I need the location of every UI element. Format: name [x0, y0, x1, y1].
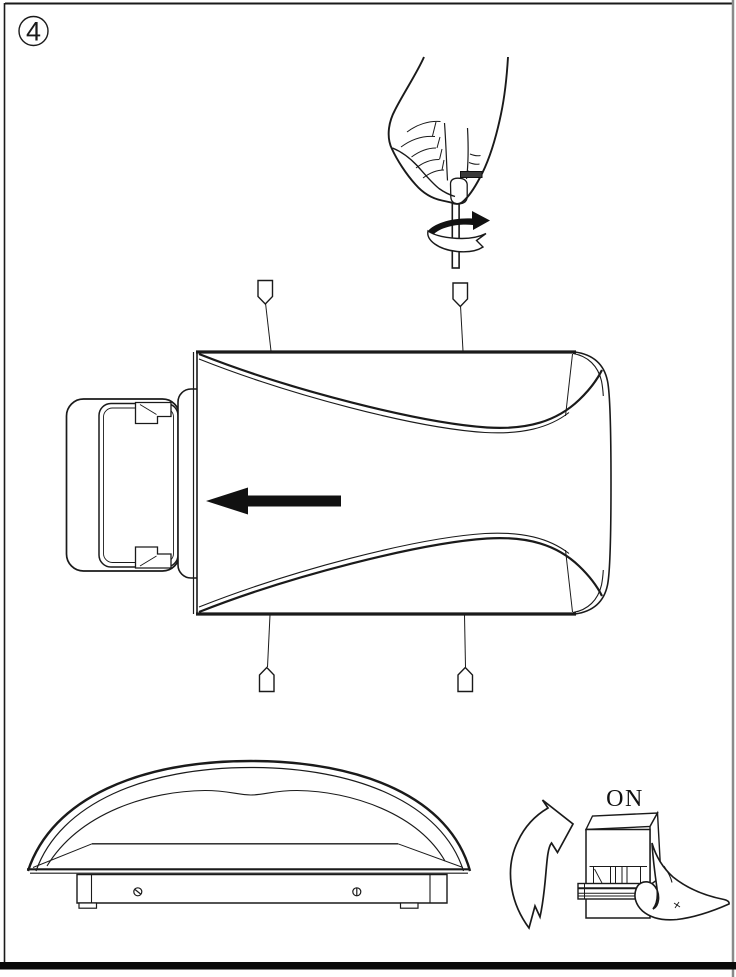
lamp-base — [77, 875, 447, 904]
mounting-bracket — [67, 389, 213, 578]
step-badge — [19, 17, 48, 47]
allen-key-short-arm — [461, 172, 483, 178]
hand-with-allen-key — [389, 57, 508, 268]
lamp-body-top-view — [194, 352, 612, 614]
hand-silhouette — [389, 57, 508, 204]
base-foot-left — [79, 903, 97, 908]
screw-bottom-right — [458, 668, 473, 692]
step-number: 4 — [25, 16, 42, 47]
screw-top-right — [453, 283, 468, 307]
power-switch-figure — [510, 786, 729, 928]
screw-bottom-left — [260, 668, 275, 692]
curved-up-arrow-icon — [510, 800, 573, 928]
lamp-body-outline — [197, 352, 611, 614]
lamp-side-view — [27, 761, 471, 908]
dome-arc-inner — [47, 791, 445, 867]
screw-top-left — [258, 281, 273, 305]
on-label: ON — [606, 786, 644, 812]
base-foot-right — [401, 903, 419, 908]
bottom-edge-bar — [0, 962, 736, 970]
switch-top-face — [586, 813, 658, 830]
dome-arc-outer — [28, 761, 470, 871]
